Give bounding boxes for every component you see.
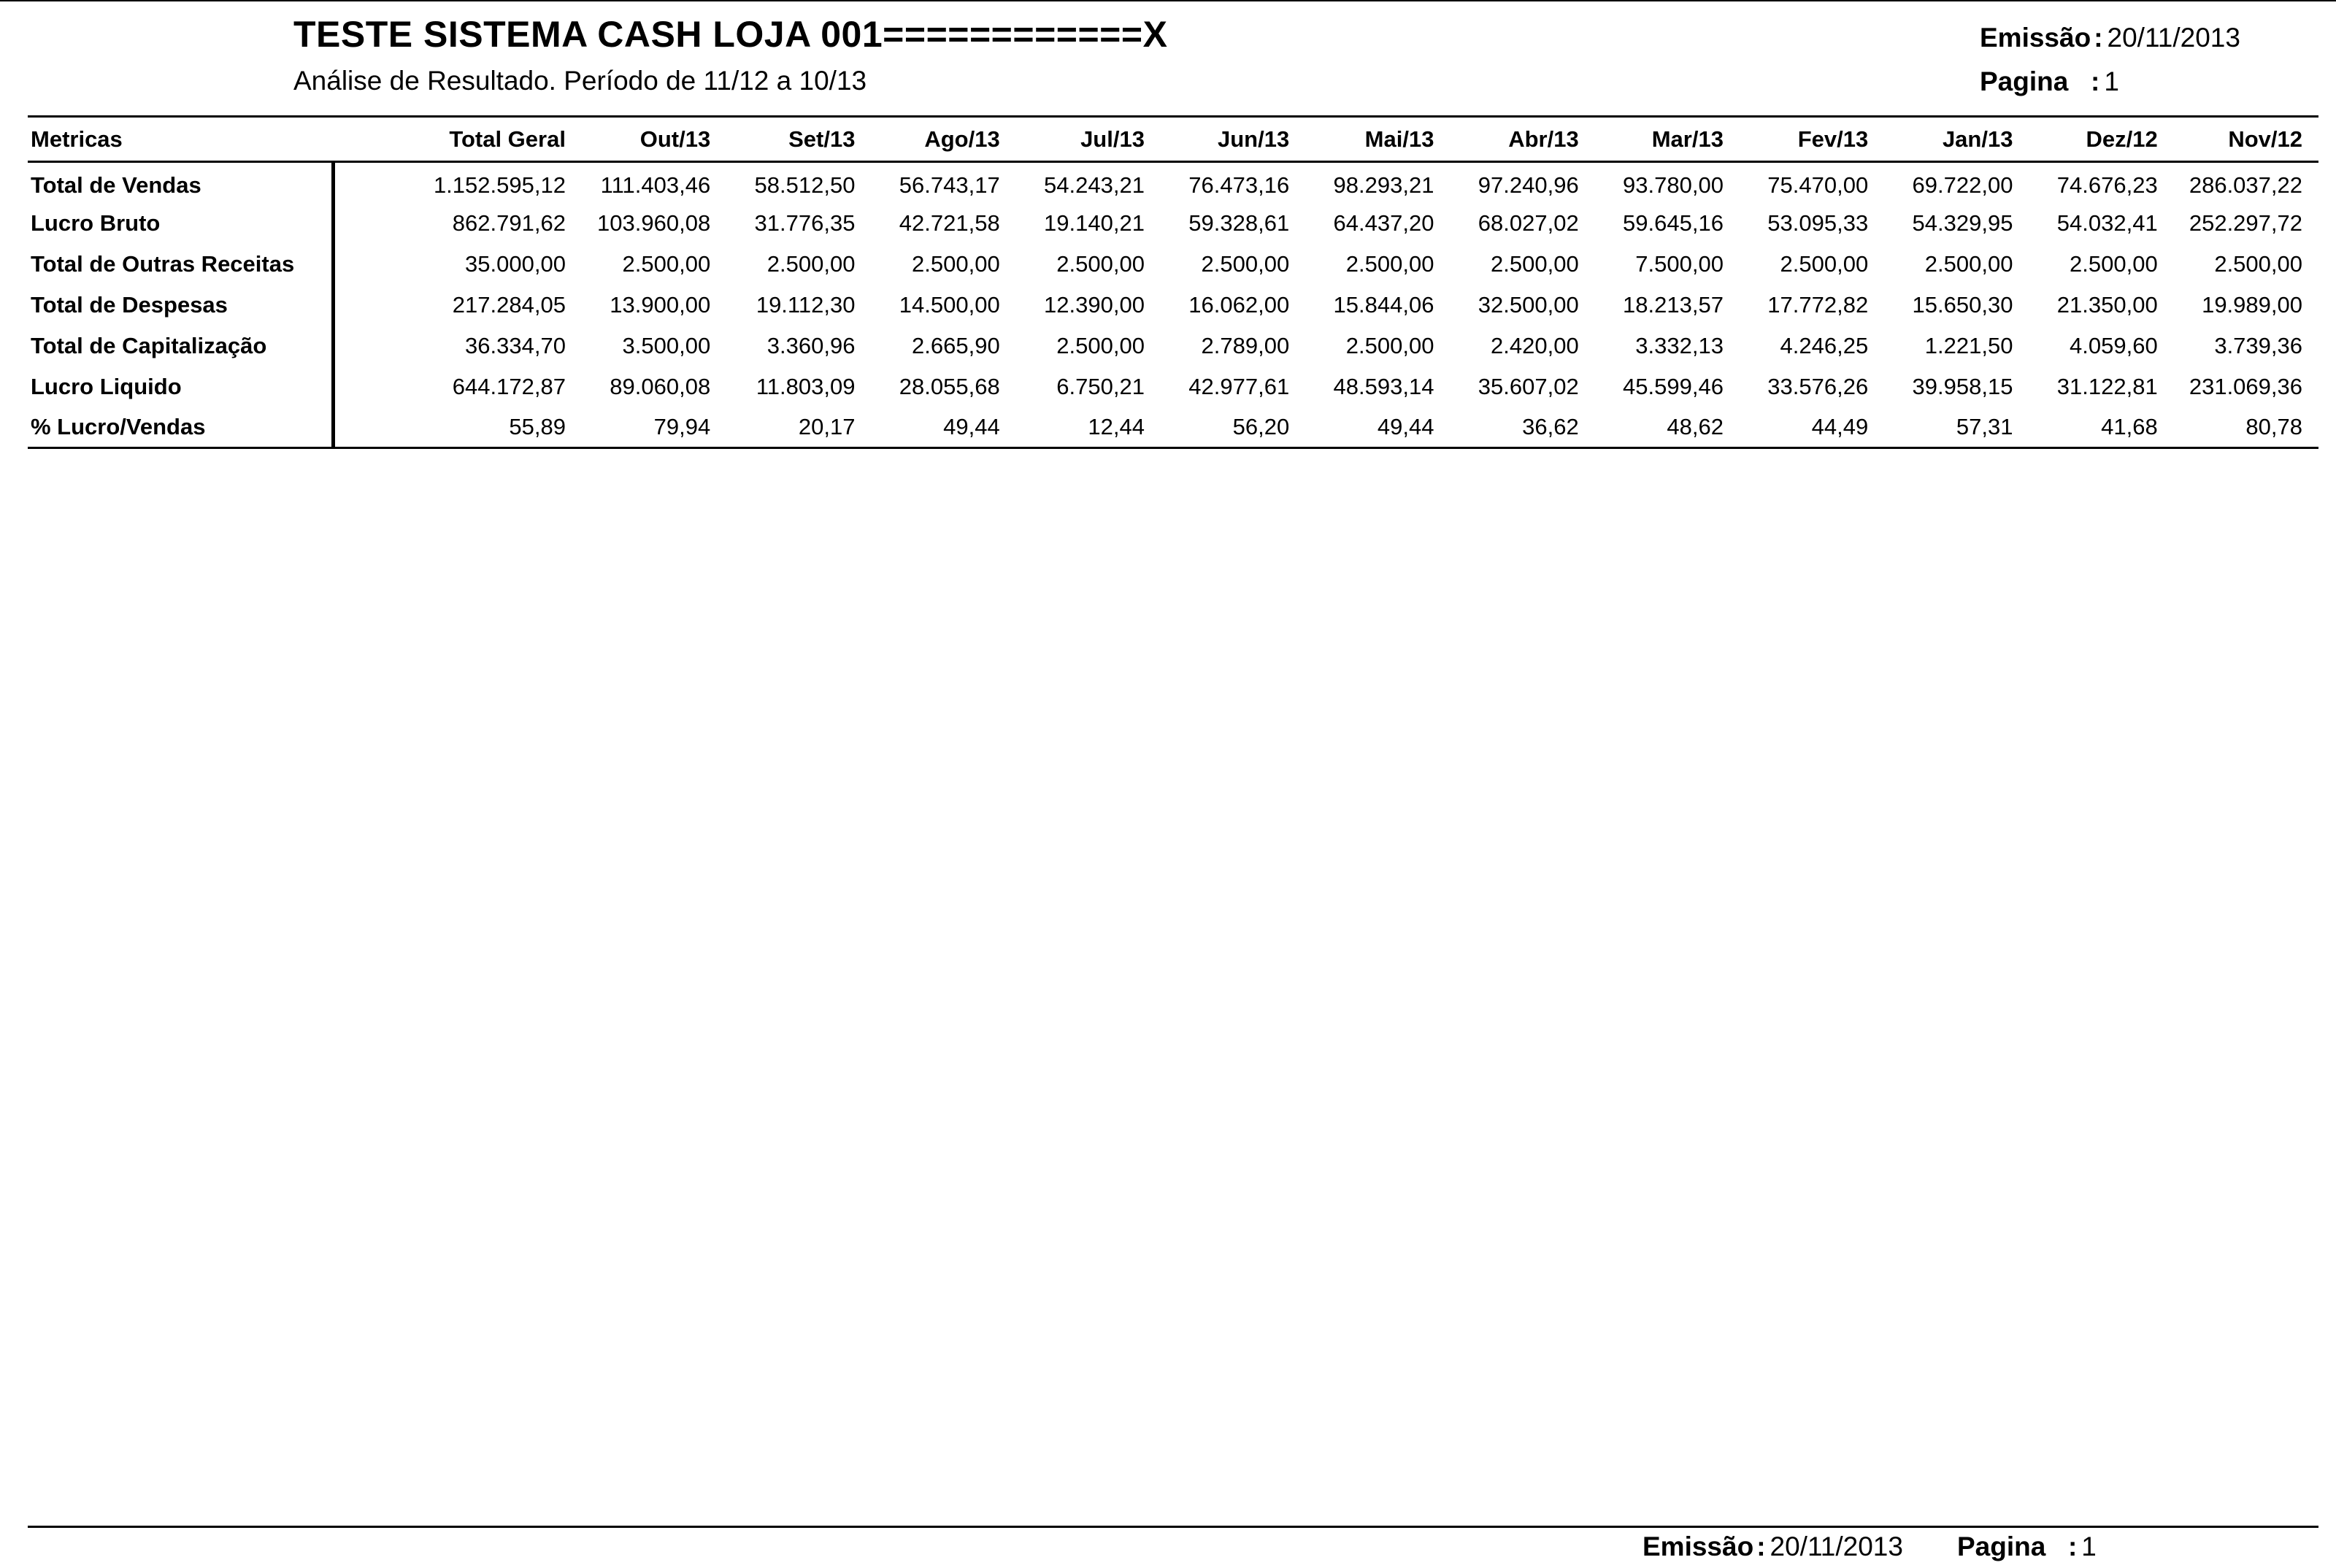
table-cell: 79,94 (582, 407, 726, 448)
table-cell: 13.900,00 (610, 291, 711, 318)
table-cell: 28.055,68 (899, 373, 1000, 399)
column-header: Out/13 (582, 117, 726, 162)
emissao-separator: : (2094, 23, 2103, 53)
header-emissao (1980, 16, 2240, 60)
footer-emissao-separator: : (1756, 1532, 1766, 1561)
table-cell: 2.500,00 (1780, 250, 1869, 277)
table-header-row (28, 117, 2318, 162)
column-header: Mai/13 (1305, 117, 1450, 162)
table-cell: 59.328,61 (1188, 210, 1290, 236)
table-cell: 2.789,00 (1201, 332, 1290, 358)
table-cell: 97.240,96 (1478, 172, 1579, 199)
table-cell: 2.665,90 (912, 332, 1000, 358)
table-cell: 74.676,23 (2056, 172, 2158, 199)
table-cell: 48.593,14 (1333, 373, 1434, 399)
footer-pagina-value: 1 (2081, 1532, 2097, 1561)
table-cell: 42.977,61 (1188, 373, 1290, 399)
table-cell: 231.069,36 (2189, 373, 2302, 399)
column-header: Fev/13 (1740, 117, 1884, 162)
table-cell: 15.844,06 (1333, 291, 1434, 318)
table-cell: 2.500,00 (1924, 250, 2013, 277)
table-cell: 12.390,00 (1044, 291, 1145, 318)
table-cell: 31.122,81 (2056, 373, 2158, 399)
table-cell: 4.246,25 (1780, 332, 1869, 358)
table-cell: 17.772,82 (1767, 291, 1869, 318)
table-cell: 16.062,00 (1188, 291, 1290, 318)
table-cell: 1.221,50 (1924, 332, 2013, 358)
table-cell: 2.500,00 (1201, 250, 1290, 277)
pagina-value: 1 (2104, 66, 2119, 96)
table-cell: 57,31 (1884, 407, 2029, 448)
table-cell: 56,20 (1161, 407, 1305, 448)
table-cell: 6.750,21 (1056, 373, 1145, 399)
column-header: Jun/13 (1161, 117, 1305, 162)
column-header: Ago/13 (871, 117, 1015, 162)
table-cell: 111.403,46 (600, 172, 711, 199)
table-row (28, 366, 2318, 407)
table-cell: 44,49 (1740, 407, 1884, 448)
metric-label: Total de Vendas (28, 162, 334, 203)
table-cell: 64.437,20 (1333, 210, 1434, 236)
metric-label: Total de Outras Receitas (28, 244, 334, 285)
table-cell: 36.334,70 (465, 332, 566, 358)
table-cell: 20,17 (726, 407, 871, 448)
table-row (28, 244, 2318, 285)
table-row (28, 407, 2318, 448)
column-header: Jan/13 (1884, 117, 2029, 162)
metric-label: Total de Capitalização (28, 326, 334, 366)
table-cell: 4.059,60 (2070, 332, 2158, 358)
table-cell: 76.473,16 (1188, 172, 1290, 199)
table-cell: 21.350,00 (2056, 291, 2158, 318)
header-pagina (1980, 60, 2240, 104)
metric-label: Lucro Bruto (28, 203, 334, 244)
table-cell: 286.037,22 (2189, 172, 2302, 199)
table-cell: 2.500,00 (766, 250, 856, 277)
table-cell: 54.243,21 (1044, 172, 1145, 199)
table-row (28, 285, 2318, 326)
column-header: Jul/13 (1016, 117, 1161, 162)
table-cell: 35.607,02 (1478, 373, 1579, 399)
table-row (28, 162, 2318, 203)
table-cell: 45.599,46 (1623, 373, 1724, 399)
table-cell: 18.213,57 (1623, 291, 1724, 318)
table-cell: 54.032,41 (2056, 210, 2158, 236)
report-title: TESTE SISTEMA CASH LOJA 001============X (293, 14, 1168, 55)
table-cell: 2.500,00 (1345, 250, 1434, 277)
table-cell: 3.739,36 (2214, 332, 2302, 358)
header-meta (1980, 16, 2240, 104)
table-cell: 32.500,00 (1478, 291, 1579, 318)
table-cell: 58.512,50 (754, 172, 856, 199)
table-cell: 56.743,17 (899, 172, 1000, 199)
table-cell: 11.803,09 (756, 373, 856, 399)
footer-emissao-label: Emissão (1642, 1532, 1754, 1561)
table-cell: 14.500,00 (899, 291, 1000, 318)
table-cell: 3.332,13 (1635, 332, 1724, 358)
column-header: Set/13 (726, 117, 871, 162)
table-cell: 19.112,30 (756, 291, 856, 318)
table-cell: 2.500,00 (622, 250, 711, 277)
table-cell: 15.650,30 (1912, 291, 2013, 318)
table-cell: 217.284,05 (452, 291, 566, 318)
table-row (28, 326, 2318, 366)
table-cell: 93.780,00 (1623, 172, 1724, 199)
table-cell: 2.500,00 (1056, 332, 1145, 358)
footer (1642, 1532, 2097, 1562)
table-cell: 7.500,00 (1635, 250, 1724, 277)
table-cell: 2.500,00 (2214, 250, 2302, 277)
table-cell: 2.500,00 (912, 250, 1000, 277)
table-cell: 49,44 (1305, 407, 1450, 448)
table-cell: 98.293,21 (1333, 172, 1434, 199)
footer-pagina-label: Pagina (1956, 1532, 2046, 1561)
table-cell: 35.000,00 (465, 250, 566, 277)
top-rule (0, 0, 2336, 1)
pagina-label: Pagina (1980, 66, 2069, 96)
column-header: Dez/12 (2029, 117, 2173, 162)
table-cell: 644.172,87 (452, 373, 566, 399)
table-cell: 2.500,00 (2070, 250, 2158, 277)
table-cell: 3.360,96 (766, 332, 856, 358)
table-cell: 31.776,35 (754, 210, 856, 236)
table-cell: 3.500,00 (622, 332, 711, 358)
results-table (28, 115, 2318, 449)
metric-label: % Lucro/Vendas (28, 407, 334, 448)
table-cell: 39.958,15 (1912, 373, 2013, 399)
table-cell: 42.721,58 (899, 210, 1000, 236)
footer-rule (28, 1526, 2318, 1528)
table-cell: 89.060,08 (610, 373, 711, 399)
metric-label: Lucro Liquido (28, 366, 334, 407)
table-cell: 2.420,00 (1491, 332, 1579, 358)
table-cell: 1.152.595,12 (433, 172, 566, 199)
column-header: Mar/13 (1595, 117, 1740, 162)
table-cell: 33.576,26 (1767, 373, 1869, 399)
table-row (28, 203, 2318, 244)
table-cell: 68.027,02 (1478, 210, 1579, 236)
report-subtitle: Análise de Resultado. Período de 11/12 a 10/13 (293, 66, 867, 96)
table-cell: 36,62 (1450, 407, 1594, 448)
footer-emissao-value: 20/11/2013 (1770, 1532, 1903, 1561)
table-cell: 55,89 (334, 407, 582, 448)
table-cell: 103.960,08 (597, 210, 711, 236)
column-header: Nov/12 (2174, 117, 2318, 162)
table-cell: 54.329,95 (1912, 210, 2013, 236)
column-header: Abr/13 (1450, 117, 1594, 162)
table-cell: 49,44 (871, 407, 1015, 448)
table-body (28, 162, 2318, 448)
table-cell: 41,68 (2029, 407, 2173, 448)
column-header-metricas: Metricas (28, 117, 334, 162)
table-cell: 80,78 (2174, 407, 2318, 448)
table-cell: 53.095,33 (1767, 210, 1869, 236)
table-cell: 2.500,00 (1345, 332, 1434, 358)
table-cell: 19.140,21 (1044, 210, 1145, 236)
table-cell: 69.722,00 (1912, 172, 2013, 199)
table-cell: 12,44 (1016, 407, 1161, 448)
table-cell: 252.297,72 (2189, 210, 2302, 236)
metric-label: Total de Despesas (28, 285, 334, 326)
table-cell: 862.791,62 (452, 210, 566, 236)
table-cell: 59.645,16 (1623, 210, 1724, 236)
table-cell: 48,62 (1595, 407, 1740, 448)
pagina-separator: : (2091, 66, 2100, 96)
emissao-label: Emissão (1980, 23, 2091, 53)
emissao-value: 20/11/2013 (2107, 23, 2240, 53)
table-cell: 75.470,00 (1767, 172, 1869, 199)
column-header: Total Geral (334, 117, 582, 162)
footer-pagina-separator: : (2067, 1532, 2078, 1561)
table-cell: 19.989,00 (2202, 291, 2302, 318)
table-cell: 2.500,00 (1491, 250, 1579, 277)
table-cell: 2.500,00 (1056, 250, 1145, 277)
